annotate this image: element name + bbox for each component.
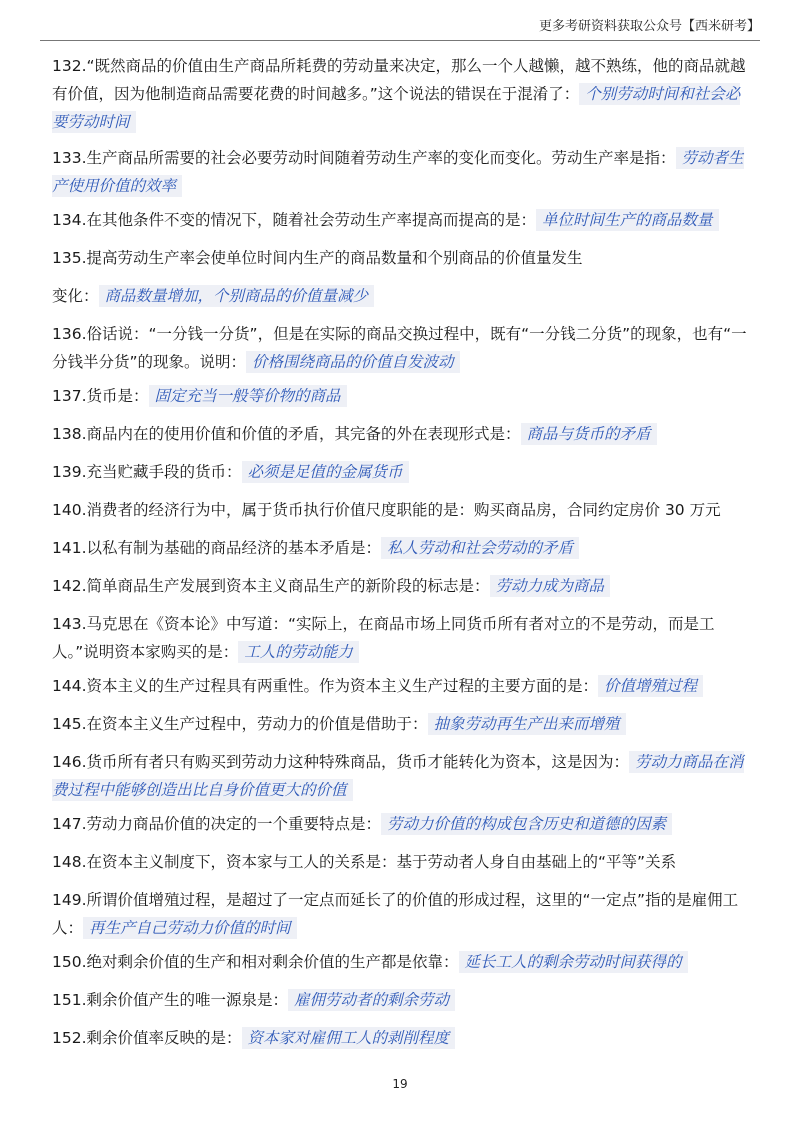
question-number: 149. (52, 891, 87, 909)
question-text: 货币是： (86, 387, 149, 405)
question-text: 剩余价值产生的唯一源泉是： (86, 991, 289, 1009)
question-number: 152. (52, 1029, 87, 1047)
question-item (52, 206, 719, 234)
question-number: 138. (52, 425, 87, 443)
page-header (40, 16, 760, 41)
answer-text: 劳动力价值的构成包含历史和道德的因素 (381, 813, 672, 835)
question-number: 150. (52, 953, 87, 971)
question-number: 148. (52, 853, 87, 871)
question-item (52, 886, 750, 942)
question-item (52, 610, 750, 666)
answer-text: 必须是足值的金属货币 (242, 461, 409, 483)
question-item (52, 420, 657, 448)
question-number: 144. (52, 677, 87, 695)
answer-text: 再生产自己劳动力价值的时间 (83, 917, 297, 939)
question-item (52, 810, 672, 838)
answer-text: 固定充当一般等价物的商品 (149, 385, 347, 407)
question-item (52, 144, 750, 200)
answer-text: 私人劳动和社会劳动的矛盾 (381, 537, 579, 559)
answer-text: 延长工人的剩余劳动时间获得的 (459, 951, 688, 973)
answer-text: 商品数量增加，个别商品的价值量减少 (99, 285, 375, 307)
question-text: 简单商品生产发展到资本主义商品生产的新阶段的标志是： (86, 577, 490, 595)
question-number: 137. (52, 387, 87, 405)
question-item (52, 748, 750, 804)
answer-text: 工人的劳动能力 (238, 641, 359, 663)
question-number: 142. (52, 577, 87, 595)
question-item (52, 320, 750, 376)
question-text: 以私有制为基础的商品经济的基本矛盾是： (86, 539, 382, 557)
question-number: 146. (52, 753, 87, 771)
question-text: 俗话说：“一分钱一分货”，但是在实际的商品交换过程中，既有“一分钱二分货”的现象，也有“一分钱半分货”的现象。说明： (52, 325, 747, 371)
question-item-continued (52, 282, 374, 310)
question-item (52, 1024, 455, 1052)
question-number: 140. (52, 501, 87, 519)
question-item (52, 848, 676, 876)
question-text: 绝对剩余价值的生产和相对剩余价值的生产都是依靠： (86, 953, 459, 971)
question-number: 145. (52, 715, 87, 733)
question-text: 提高劳动生产率会使单位时间内生产的商品数量和个别商品的价值量发生 (86, 249, 583, 267)
header-text: 更多考研资料获取公众号【西米研考】 (538, 19, 760, 34)
question-text: 在资本主义制度下，资本家与工人的关系是：基于劳动者人身自由基础上的“平等”关系 (86, 853, 677, 871)
question-number: 139. (52, 463, 87, 481)
question-text: 货币所有者只有购买到劳动力这种特殊商品，货币才能转化为资本，这是因为： (86, 753, 630, 771)
question-number: 147. (52, 815, 87, 833)
question-text: 充当贮藏手段的货币： (86, 463, 242, 481)
question-item (52, 948, 688, 976)
question-text: 变化： (52, 287, 99, 305)
page-number: 19 (392, 1077, 408, 1091)
answer-text: 单位时间生产的商品数量 (536, 209, 719, 231)
question-text: 所谓价值增殖过程，是超过了一定点而延长了的价值的形成过程，这里的“一定点”指的是雇佣工人： (52, 891, 739, 937)
question-text: 在其他条件不变的情况下，随着社会劳动生产率提高而提高的是： (86, 211, 537, 229)
question-number: 134. (52, 211, 87, 229)
question-number: 132. (52, 57, 87, 75)
question-text: 在资本主义生产过程中，劳动力的价值是借助于： (86, 715, 428, 733)
question-item (52, 382, 347, 410)
answer-text: 抽象劳动再生产出来而增殖 (428, 713, 626, 735)
question-number: 141. (52, 539, 87, 557)
answer-text: 个别劳动时间和社会必要劳动时间 (52, 85, 741, 131)
question-text: 生产商品所需要的社会必要劳动时间随着劳动生产率的变化而变化。劳动生产率是指： (86, 149, 676, 167)
question-text: 马克思在《资本论》中写道：“实际上，在商品市场上同货币所有者对立的不是劳动，而是工人。”说明资本家购买的是： (52, 615, 715, 661)
answer-text: 价格围绕商品的价值自发波动 (246, 351, 460, 373)
question-text: 消费者的经济行为中，属于货币执行价值尺度职能的是：购买商品房，合同约定房价 30 万元 (86, 501, 721, 519)
question-item (52, 986, 455, 1014)
question-item (52, 534, 579, 562)
question-item (52, 672, 703, 700)
question-text: 剩余价值率反映的是： (86, 1029, 242, 1047)
question-item (52, 52, 750, 136)
question-text: “既然商品的价值由生产商品所耗费的劳动量来决定，那么一个人越懒，越不熟练，他的商品就越有价值，因为他制造商品需要花费的时间越多。”这个说法的错误在于混淆了： (52, 57, 746, 103)
answer-text: 资本家对雇佣工人的剥削程度 (242, 1027, 456, 1049)
question-item (52, 458, 409, 486)
answer-text: 商品与货币的矛盾 (521, 423, 657, 445)
answer-text: 劳动力商品在消费过程中能够创造出比自身价值更大的价值 (52, 753, 744, 799)
question-number: 143. (52, 615, 87, 633)
question-item (52, 710, 626, 738)
question-text: 资本主义的生产过程具有两重性。作为资本主义生产过程的主要方面的是： (86, 677, 599, 695)
question-item (52, 496, 721, 524)
question-number: 151. (52, 991, 87, 1009)
question-text: 商品内在的使用价值和价值的矛盾，其完备的外在表现形式是： (86, 425, 521, 443)
answer-text: 价值增殖过程 (598, 675, 703, 697)
question-item (52, 244, 583, 272)
answer-text: 雇佣劳动者的剩余劳动 (288, 989, 455, 1011)
question-number: 135. (52, 249, 87, 267)
answer-text: 劳动力成为商品 (490, 575, 611, 597)
answer-text: 劳动者生产使用价值的效率 (52, 149, 744, 195)
question-text: 劳动力商品价值的决定的一个重要特点是： (86, 815, 382, 833)
question-number: 136. (52, 325, 87, 343)
question-item (52, 572, 610, 600)
question-number: 133. (52, 149, 87, 167)
